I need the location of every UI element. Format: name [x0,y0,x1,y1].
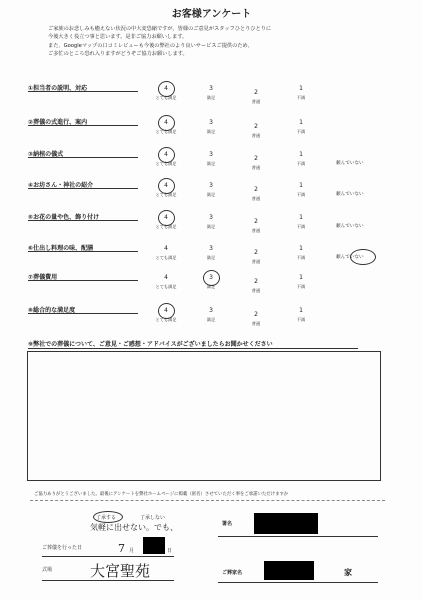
rating-option[interactable]: 1 [299,182,303,189]
selected-rating-circle [158,178,175,194]
rating-label: 普通 [251,228,261,233]
rating-label: 不満 [296,284,306,289]
rating-label: 満足 [206,161,216,166]
rating-label: とても満足 [155,255,177,260]
rating-option[interactable]: 3 [209,85,213,92]
funeral-date-label: ご葬儀を行った日 [42,545,83,551]
rating-label: 満足 [206,192,216,197]
rating-option[interactable]: 1 [299,214,303,221]
consent-no[interactable]: 了承しない [140,515,166,521]
question-label: ⑥仕出し料理の味、配膳 [28,245,94,252]
rating-option[interactable]: 4 [164,151,168,158]
rating-option[interactable]: 3 [209,119,213,126]
not-requested-option[interactable]: 頼んでいない [336,224,364,229]
question-label: ①担当者の説明、対応 [28,85,88,92]
rating-option[interactable]: 1 [299,119,303,126]
question-underline [28,220,138,221]
selected-rating-circle [203,270,220,286]
rating-label: 不満 [296,255,306,260]
rating-option[interactable]: 3 [209,307,213,314]
rating-option[interactable]: 2 [254,311,258,318]
rating-option[interactable]: 4 [164,245,168,252]
selected-rating-circle [158,115,175,131]
rating-label: 不満 [296,161,306,166]
signature-underline [218,536,378,537]
rating-label: 不満 [296,317,306,322]
rating-option[interactable]: 1 [299,245,303,252]
rating-option[interactable]: 1 [299,274,303,281]
family-label: ご葬家名 [222,570,243,576]
selected-rating-circle [158,210,175,226]
question-label: ⑦葬儀費用 [28,274,58,281]
question-label: ⑧総合的な満足度 [28,307,76,314]
rating-label: とても満足 [155,192,177,197]
page-title: お客様アンケート [171,9,252,20]
rating-option[interactable]: 4 [164,214,168,221]
question-underline [28,125,138,126]
rating-label: 不満 [296,129,306,134]
question-underline [28,280,138,281]
selected-rating-circle [158,81,175,97]
not-requested-option[interactable]: 頼んでいない [336,161,364,166]
question-label: ⑤お花の量や色、飾り付け [28,214,100,221]
rating-label: 満足 [206,255,216,260]
intro-line: ご多忙のところ恐れ入りますがどうぞご協力お願いします。 [48,51,188,58]
venue-underline [42,580,174,581]
family-suffix: 家 [344,568,352,577]
rating-label: 満足 [206,317,216,322]
question-label: ②葬儀の式進行、案内 [28,119,88,126]
question-label: ④お坊さん・神社の紹介 [28,182,94,189]
rating-label: 満足 [206,284,216,289]
question-underline [28,251,138,252]
rating-option[interactable]: 1 [299,307,303,314]
rating-option[interactable]: 2 [254,123,258,130]
rating-option[interactable]: 3 [209,245,213,252]
thanks-text: ご協力ありがとうございました。最後にアンケートを弊社ホームページに掲載（匿名）させていただく事をご承諾いただけますか [34,492,289,497]
rating-option[interactable]: 3 [209,274,213,281]
dashed-divider [30,500,385,501]
intro-text [48,25,378,59]
rating-option[interactable]: 3 [209,214,213,221]
rating-option[interactable]: 4 [164,182,168,189]
handwritten-note: 気軽に出せない。でも、 [90,523,178,532]
rating-label: とても満足 [155,284,177,289]
question-underline [28,91,138,92]
question-underline [28,188,138,189]
family-underline [218,582,378,583]
q9-underline [28,348,358,349]
question-underline [28,313,138,314]
rating-option[interactable]: 2 [254,249,258,256]
rating-label: 普通 [251,288,261,293]
signature-label: 署名 [222,521,233,527]
date-underline [42,556,174,557]
not-requested-option[interactable]: 頼んでいない [336,255,364,260]
rating-label: 普通 [251,133,261,138]
rating-label: とても満足 [155,95,177,100]
rating-label: とても満足 [155,317,177,322]
rating-label: とても満足 [155,129,177,134]
rating-label: 普通 [251,259,261,264]
redacted-signature [254,513,318,534]
redacted-family-name [264,561,314,580]
rating-option[interactable]: 2 [254,186,258,193]
venue-label: 式場 [42,567,53,573]
rating-option[interactable]: 4 [164,85,168,92]
rating-option[interactable]: 2 [254,218,258,225]
rating-option[interactable]: 2 [254,89,258,96]
rating-label: 普通 [251,99,261,104]
rating-label: 不満 [296,224,306,229]
rating-label: 不満 [296,192,306,197]
rating-option[interactable]: 4 [164,307,168,314]
redacted-day [143,537,165,554]
intro-line: ご家族のお悲しみも癒えない状況の中大変恐縮ですが、皆様のご意見がスタッフひとりひとりに [48,26,272,32]
question-underline [28,157,138,158]
funeral-month[interactable]: 7 [118,542,125,555]
rating-label: 満足 [206,224,216,229]
rating-label: 満足 [206,129,216,134]
day-unit: 日 [167,548,173,554]
rating-option[interactable]: 3 [209,151,213,158]
rating-option[interactable]: 4 [164,119,168,126]
month-unit: 月 [129,548,135,554]
rating-option[interactable]: 3 [209,182,213,189]
selected-rating-circle [158,303,175,319]
rating-label: 普通 [251,321,261,326]
rating-label: 普通 [251,196,261,201]
consent-yes[interactable]: 了承する [96,515,117,521]
rating-label: とても満足 [155,224,177,229]
rating-label: 普通 [251,165,261,170]
rating-option[interactable]: 1 [299,85,303,92]
rating-label: とても満足 [155,161,177,166]
selected-rating-circle [158,147,175,163]
intro-line: また、Googleマップの口コミレビューも今後の弊社のより良いサービスご提供のため、 [48,42,253,49]
comment-box[interactable] [27,351,381,481]
intro-line: 今後大きく役立つ事と思います。是非ご協力お願いします。 [48,34,188,41]
rating-option[interactable]: 1 [299,151,303,158]
venue-value[interactable]: 大宮聖苑 [90,562,151,580]
rating-option[interactable]: 2 [254,155,258,162]
question-label: ③納棺の儀式 [28,151,64,158]
rating-option[interactable]: 2 [254,278,258,285]
rating-option[interactable]: 4 [164,274,168,281]
rating-label: 不満 [296,95,306,100]
not-requested-option[interactable]: 頼んでいない [336,192,364,197]
not-requested-circle [350,249,376,265]
q9-label: ⑨弊社での葬儀について、ご意見・ご感想・アドバイスがございましたらお聞かせください [28,341,273,348]
rating-label: 満足 [206,95,216,100]
